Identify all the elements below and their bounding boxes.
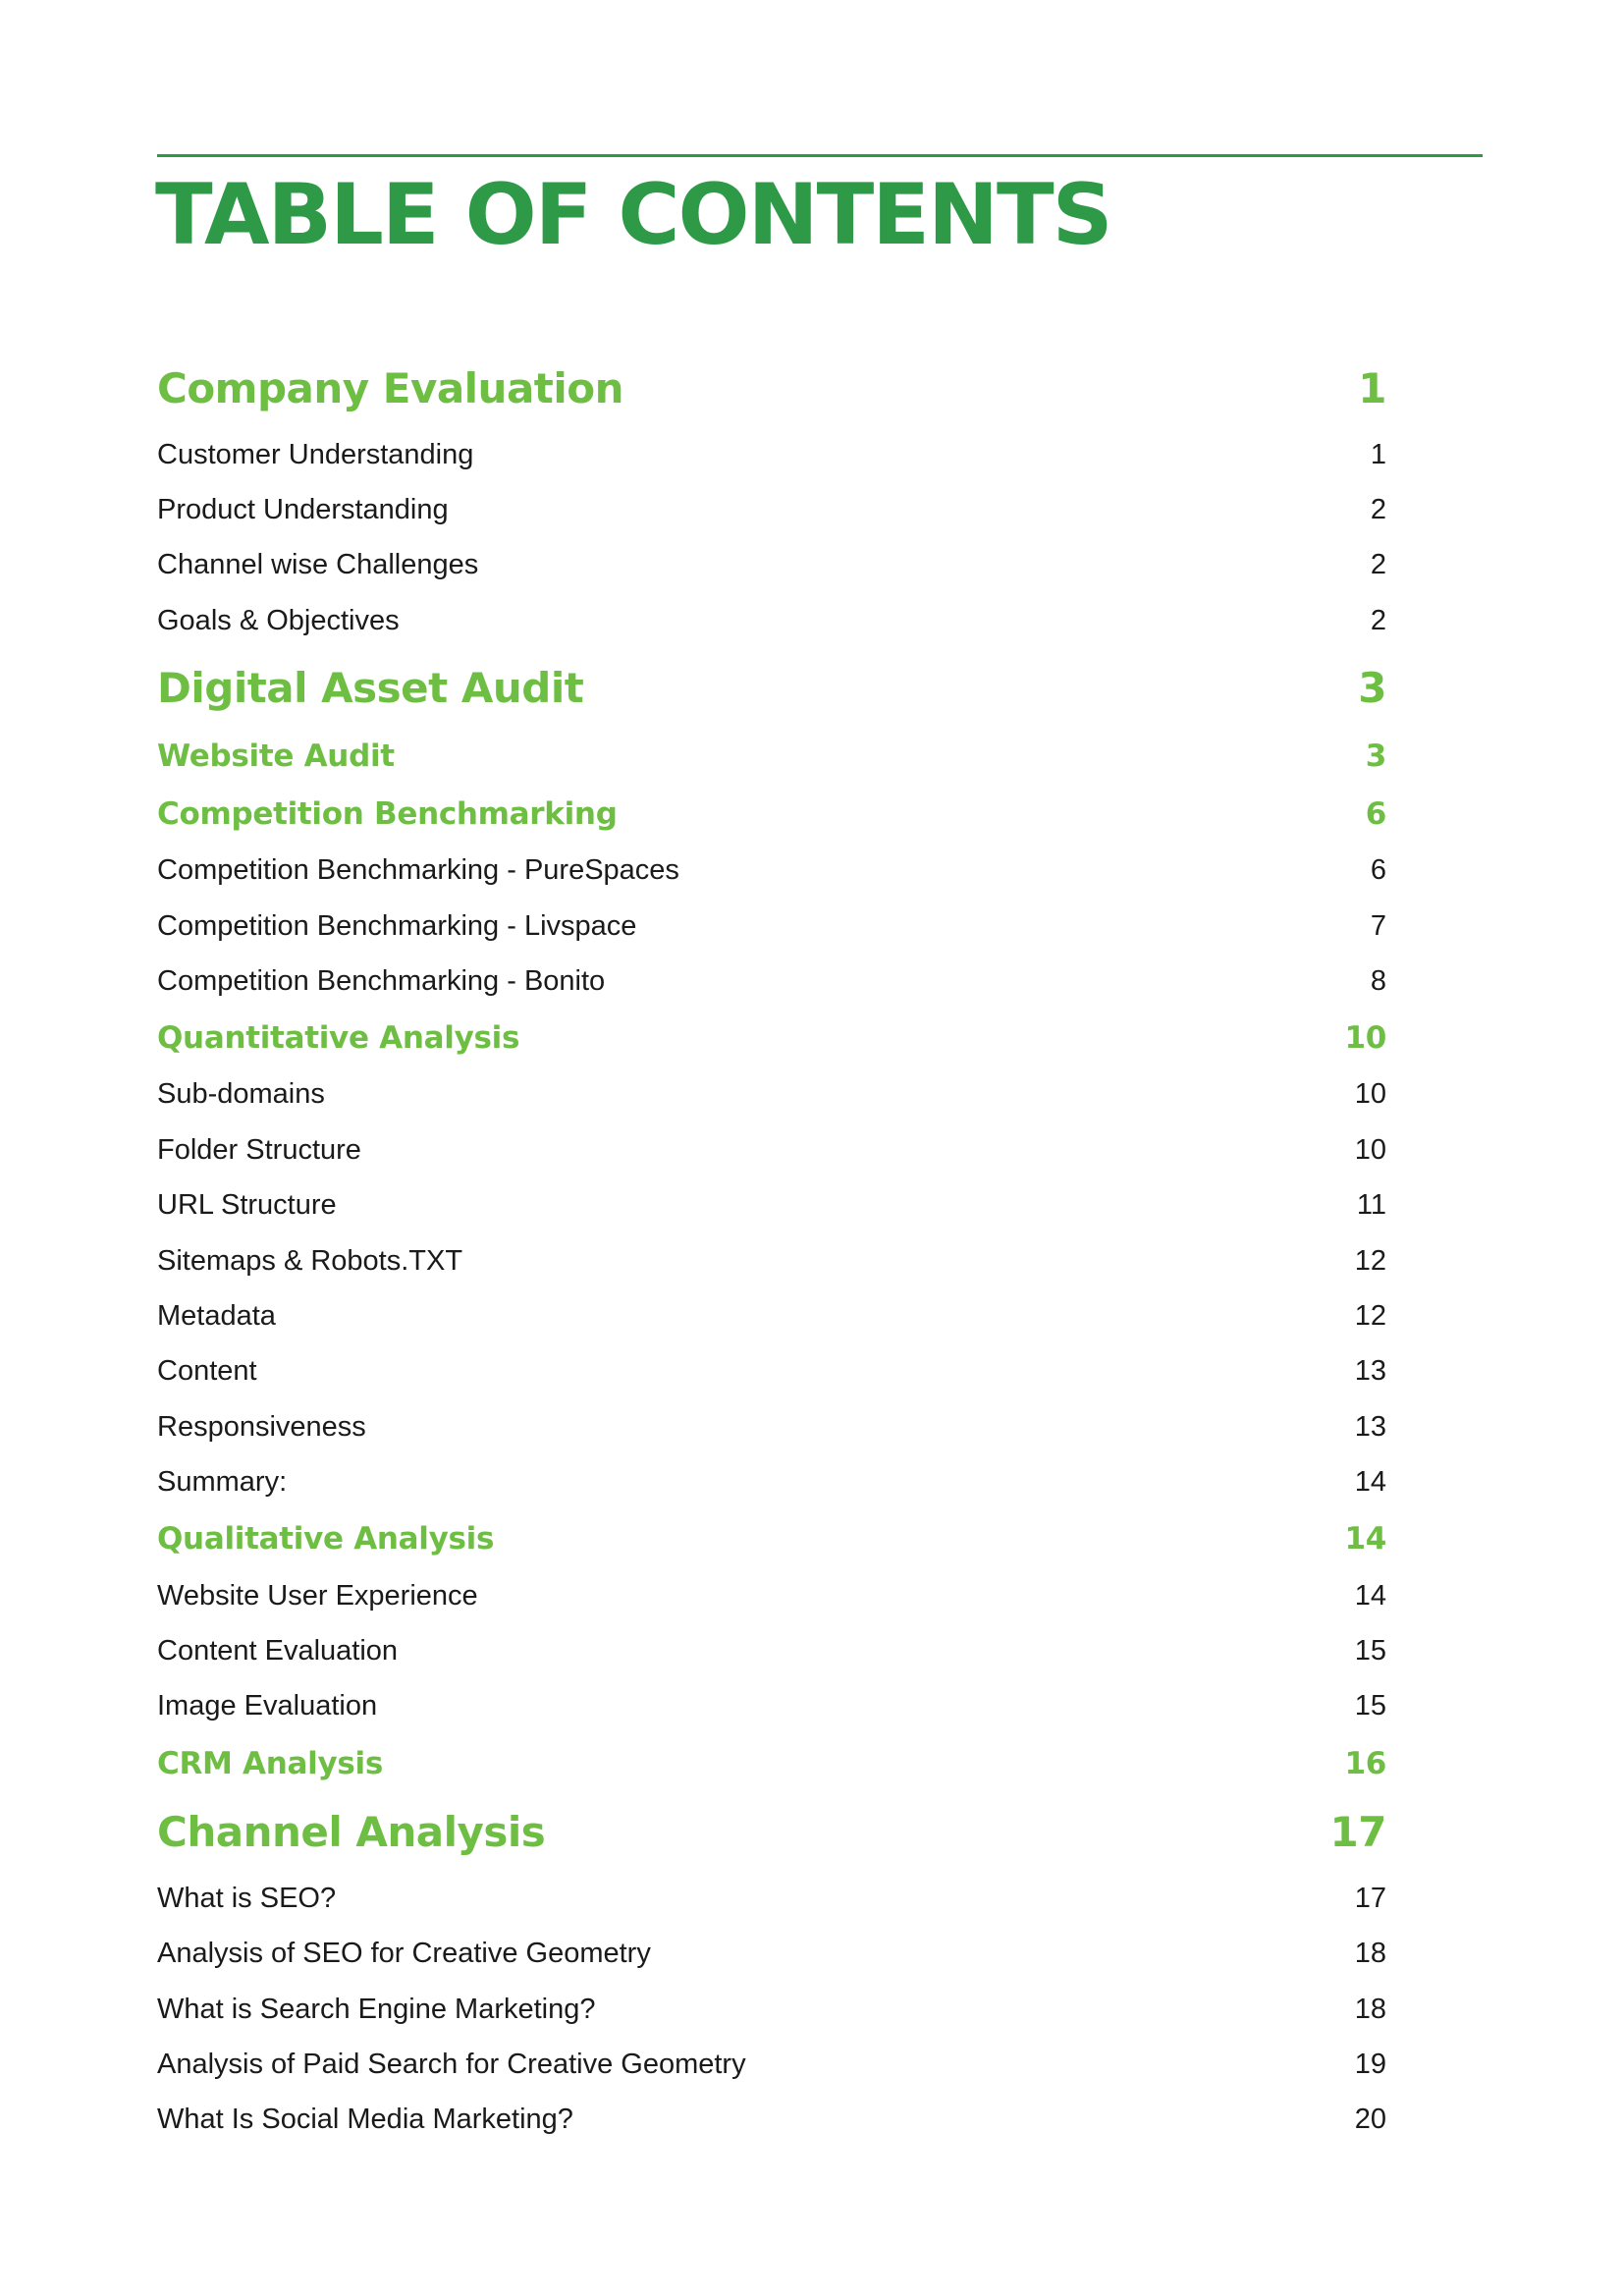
toc-entry[interactable]	[157, 1344, 1386, 1399]
toc-entry-label: Content Evaluation	[157, 1634, 399, 1667]
toc-entry-label: Competition Benchmarking - PureSpaces	[157, 854, 679, 887]
toc-entry-page-number: 13	[1354, 1355, 1386, 1388]
toc-entry-label: Customer Understanding	[157, 438, 474, 470]
toc-entry-page-number: 2	[1370, 549, 1386, 581]
toc-entry[interactable]	[157, 1568, 1386, 1623]
toc-entry-page-number: 14	[1354, 1466, 1386, 1499]
table-of-contents	[157, 349, 1386, 2148]
toc-entry-label: Content	[157, 1355, 257, 1388]
toc-entry[interactable]	[157, 899, 1386, 954]
toc-entry[interactable]	[157, 1623, 1386, 1678]
toc-entry-page-number: 14	[1344, 1521, 1386, 1558]
toc-subsection-entry[interactable]	[157, 1734, 1386, 1792]
toc-entry-page-number: 14	[1354, 1579, 1386, 1612]
toc-entry[interactable]	[157, 844, 1386, 899]
toc-subsection-entry[interactable]	[157, 1010, 1386, 1067]
toc-entry-label: Metadata	[157, 1299, 276, 1332]
toc-entry[interactable]	[157, 2093, 1386, 2148]
toc-entry-label: Sub-domains	[157, 1078, 325, 1111]
toc-entry[interactable]	[157, 1454, 1386, 1509]
toc-entry-page-number: 1	[1370, 438, 1386, 470]
toc-entry-label: Competition Benchmarking - Livspace	[157, 909, 637, 942]
toc-entry-label: Competition Benchmarking - Bonito	[157, 965, 606, 998]
toc-entry-page-number: 19	[1354, 2048, 1386, 2080]
toc-entry-label: Company Evaluation	[157, 363, 624, 412]
toc-entry-label: CRM Analysis	[157, 1745, 384, 1781]
toc-entry[interactable]	[157, 954, 1386, 1009]
toc-entry-page-number: 1	[1358, 363, 1386, 412]
toc-entry-page-number: 3	[1365, 738, 1386, 775]
toc-entry[interactable]	[157, 1122, 1386, 1177]
toc-entry-label: Summary:	[157, 1466, 288, 1499]
toc-entry[interactable]	[157, 1982, 1386, 2037]
toc-entry-label: What Is Social Media Marketing?	[157, 2104, 573, 2136]
toc-entry-label: Website Audit	[157, 738, 395, 775]
toc-entry-page-number: 6	[1370, 854, 1386, 887]
toc-section-entry[interactable]	[157, 1792, 1386, 1871]
toc-entry-label: Sitemaps & Robots.TXT	[157, 1244, 463, 1277]
toc-entry-label: Product Understanding	[157, 494, 449, 526]
toc-entry[interactable]	[157, 1926, 1386, 1981]
toc-entry-label: Folder Structure	[157, 1133, 361, 1166]
toc-entry[interactable]	[157, 1233, 1386, 1288]
toc-entry-page-number: 18	[1354, 1938, 1386, 1970]
page-title: TABLE OF CONTENTS	[155, 166, 1111, 264]
toc-entry-label: Website User Experience	[157, 1579, 478, 1612]
toc-entry-label: Responsiveness	[157, 1410, 366, 1443]
toc-entry[interactable]	[157, 593, 1386, 648]
toc-entry-label: Channel wise Challenges	[157, 549, 479, 581]
toc-entry-label: Competition Benchmarking	[157, 796, 618, 833]
toc-entry-page-number: 10	[1354, 1133, 1386, 1166]
toc-entry-page-number: 16	[1344, 1745, 1386, 1781]
toc-entry-label: Analysis of Paid Search for Creative Geometry	[157, 2048, 746, 2080]
toc-entry[interactable]	[157, 1288, 1386, 1343]
toc-subsection-entry[interactable]	[157, 728, 1386, 786]
toc-entry-page-number: 8	[1370, 965, 1386, 998]
toc-entry-label: Image Evaluation	[157, 1690, 378, 1722]
toc-entry-page-number: 17	[1329, 1807, 1386, 1856]
toc-entry[interactable]	[157, 1679, 1386, 1734]
toc-subsection-entry[interactable]	[157, 786, 1386, 844]
toc-entry-page-number: 2	[1370, 604, 1386, 636]
toc-entry-label: What is SEO?	[157, 1882, 337, 1914]
toc-entry-label: Quantitative Analysis	[157, 1020, 520, 1057]
toc-section-entry[interactable]	[157, 649, 1386, 728]
toc-entry-label: URL Structure	[157, 1189, 337, 1222]
top-divider	[157, 154, 1483, 157]
toc-entry-page-number: 15	[1354, 1690, 1386, 1722]
toc-entry-label: Analysis of SEO for Creative Geometry	[157, 1938, 651, 1970]
toc-entry-label: Digital Asset Audit	[157, 664, 584, 713]
toc-entry[interactable]	[157, 1067, 1386, 1122]
toc-entry-page-number: 15	[1354, 1634, 1386, 1667]
toc-entry[interactable]	[157, 1178, 1386, 1233]
toc-entry-label: What is Search Engine Marketing?	[157, 1993, 596, 2025]
toc-entry-page-number: 18	[1354, 1993, 1386, 2025]
toc-entry-page-number: 12	[1354, 1244, 1386, 1277]
toc-entry-label: Channel Analysis	[157, 1807, 546, 1856]
toc-entry[interactable]	[157, 427, 1386, 482]
toc-entry-page-number: 10	[1344, 1020, 1386, 1057]
toc-entry[interactable]	[157, 1871, 1386, 1926]
toc-entry[interactable]	[157, 482, 1386, 537]
toc-entry-page-number: 7	[1370, 909, 1386, 942]
toc-entry-label: Qualitative Analysis	[157, 1521, 495, 1558]
toc-entry-page-number: 6	[1365, 796, 1386, 833]
toc-entry-page-number: 13	[1354, 1410, 1386, 1443]
toc-entry[interactable]	[157, 2037, 1386, 2092]
toc-entry-page-number: 3	[1358, 664, 1386, 713]
toc-entry-page-number: 20	[1354, 2104, 1386, 2136]
toc-entry-page-number: 11	[1356, 1189, 1386, 1222]
toc-entry[interactable]	[157, 1399, 1386, 1454]
toc-entry-page-number: 2	[1370, 494, 1386, 526]
toc-subsection-entry[interactable]	[157, 1510, 1386, 1568]
toc-entry-page-number: 12	[1354, 1299, 1386, 1332]
toc-entry-page-number: 10	[1354, 1078, 1386, 1111]
toc-entry-label: Goals & Objectives	[157, 604, 400, 636]
toc-entry[interactable]	[157, 538, 1386, 593]
toc-section-entry[interactable]	[157, 349, 1386, 427]
toc-entry-page-number: 17	[1354, 1882, 1386, 1914]
